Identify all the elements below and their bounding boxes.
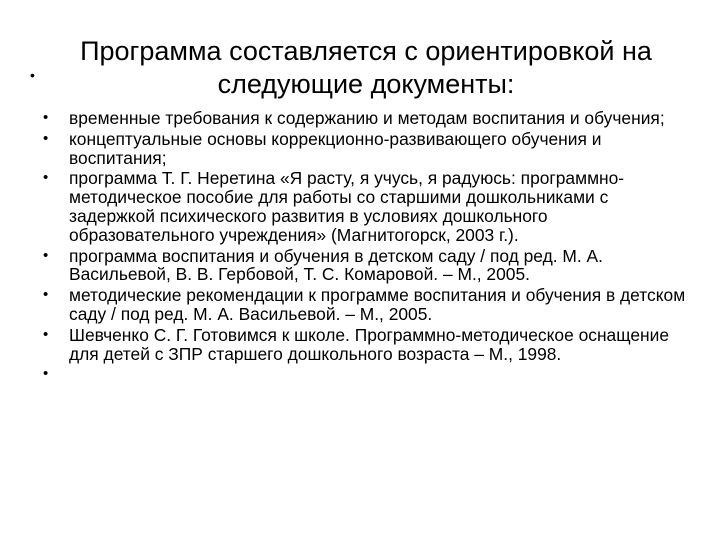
list-item-text: методические рекомендации к программе воспитания и обучения в детском саду / под ред. М. А. Васильевой. – М., 2005. [69,285,686,324]
bullet-icon: • [43,109,49,126]
list-item [25,247,695,285]
list-item-text: программа Т. Г. Неретина «Я расту, я учусь, я радуюсь: программно-методическое пособие для работы со старшими дошкольниками с задержкой психического развития в условиях дошкольного образовательного учреждения» (Магнитогорск, 2003 г.). [69,168,625,245]
list-item [25,130,695,168]
list-item [25,326,695,364]
document-list [25,109,695,386]
bullet-icon: • [43,169,49,187]
bullet-icon: • [43,365,49,383]
list-item-text: временные требования к содержанию и методам воспитания и обучения; [69,108,665,128]
list-item-text: программа воспитания и обучения в детском саду / под ред. М. А. Васильевой, В. В. Гербовой, Т. С. Комаровой. – М., 2005. [69,245,603,285]
bullet-icon: • [43,246,49,264]
list-item-text: концептуальные основы коррекционно-развивающего обучения и воспитания; [69,128,602,168]
bullet-icon: • [43,286,49,304]
list-item [25,109,695,128]
list-item-empty [25,365,695,384]
list-item-text: Шевченко С. Г. Готовимся к школе. Программно-методическое оснащение для детей с ЗПР старшего дошкольного возраста – М., 1998. [69,324,669,364]
slide-title: Программа составляется с ориентировкой на следующие документы: [80,36,652,99]
title-bullet: • [30,67,35,83]
bullet-icon: • [43,129,49,147]
list-item [25,169,695,244]
bullet-icon: • [43,325,49,343]
list-item [25,286,695,324]
